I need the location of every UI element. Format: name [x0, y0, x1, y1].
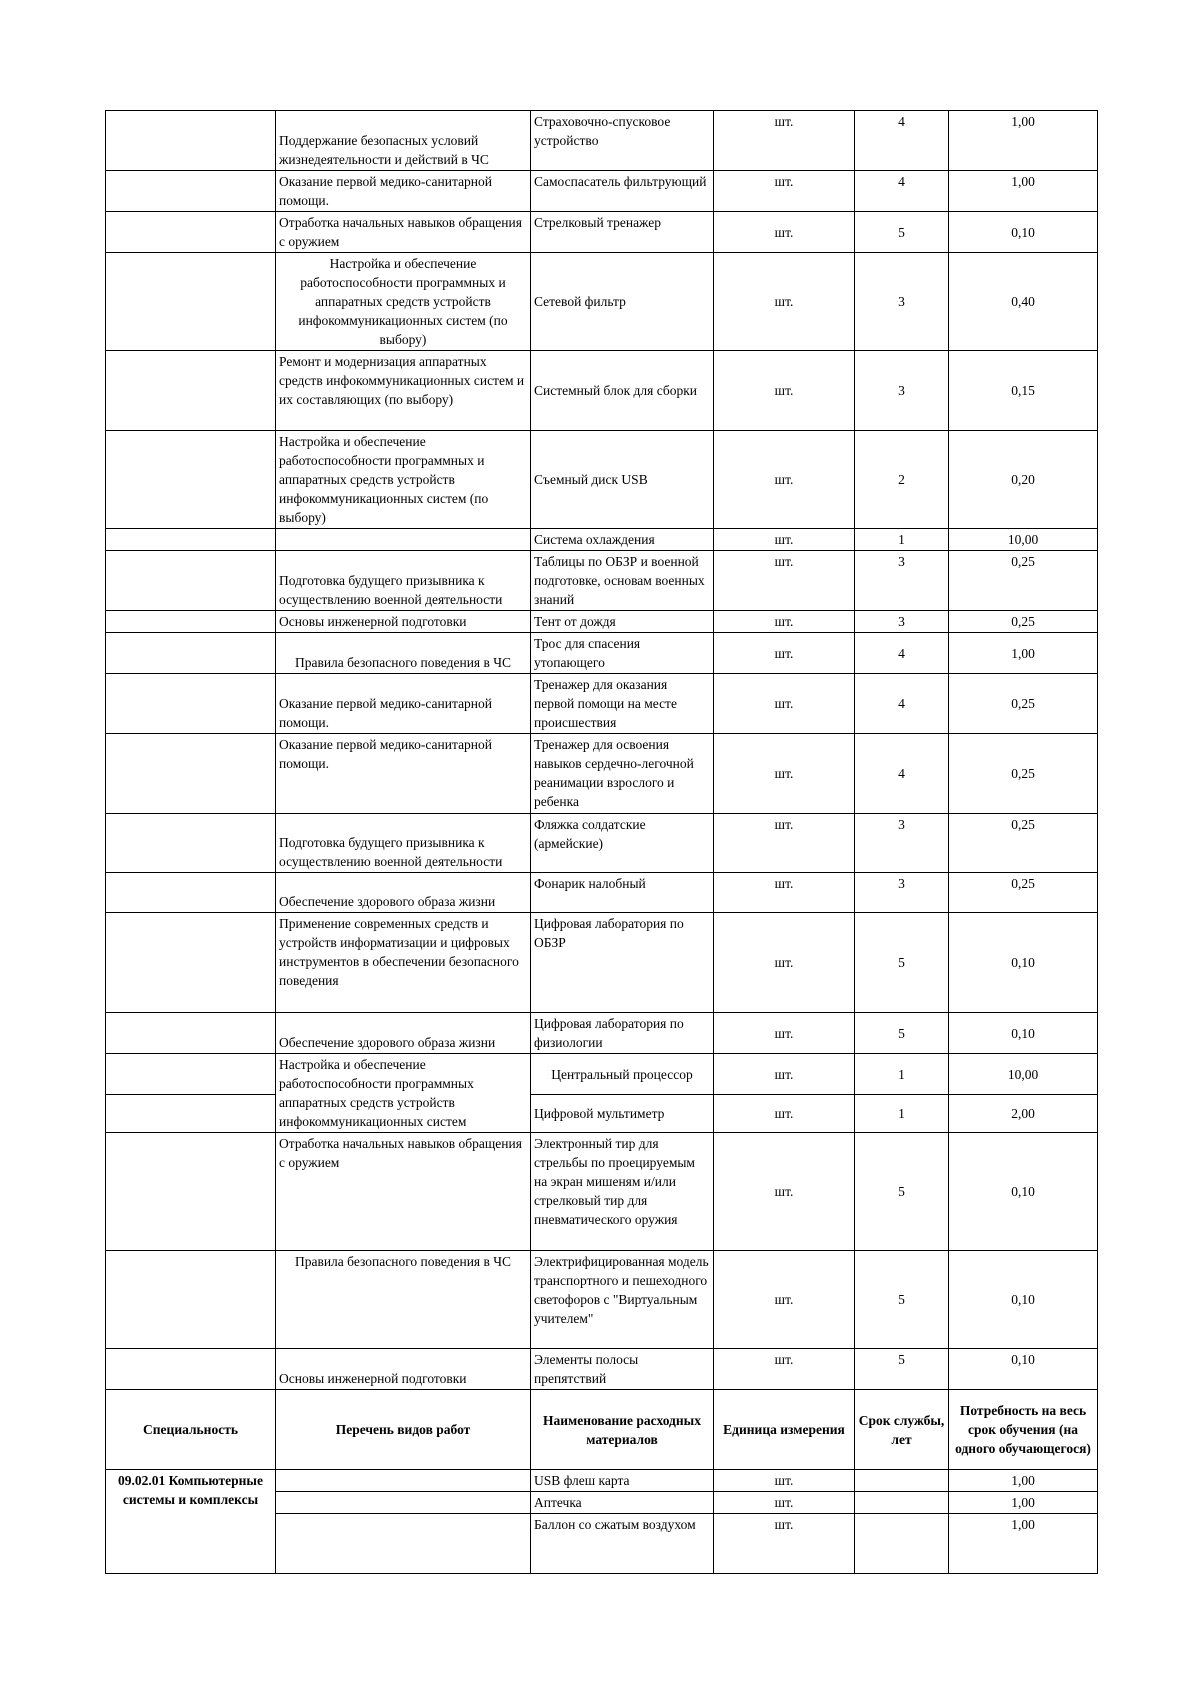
work-cell: Основы инженерной подготовки: [276, 1349, 531, 1390]
specialty-name: 09.02.01 Компьютерные системы и комплексы: [106, 1470, 276, 1574]
need-cell: 0,25: [949, 551, 1098, 611]
unit-cell: шт.: [714, 529, 855, 551]
material-cell: Системный блок для сборки: [531, 351, 714, 431]
specialty-cell: [106, 1349, 276, 1390]
service-cell: 5: [855, 212, 949, 253]
material-cell: Сетевой фильтр: [531, 253, 714, 351]
work-cell: [276, 529, 531, 551]
specialty-cell: [106, 551, 276, 611]
service-cell: 5: [855, 1251, 949, 1349]
unit-cell: шт.: [714, 633, 855, 674]
material-cell: Трос для спасения утопающего: [531, 633, 714, 674]
table-row: [106, 212, 1098, 253]
specialty-cell: [106, 171, 276, 212]
material-cell: Цифровая лаборатория по физиологии: [531, 1013, 714, 1054]
material-cell: Фонарик налобный: [531, 873, 714, 913]
specialty-cell: [106, 633, 276, 674]
work-cell: [276, 1492, 531, 1514]
specialty-cell: [106, 529, 276, 551]
table-row: [106, 551, 1098, 611]
unit-cell: шт.: [714, 1095, 855, 1133]
need-cell: 1,00: [949, 111, 1098, 171]
work-cell: Отработка начальных навыков обращения с оружием: [276, 212, 531, 253]
table-row: [106, 1133, 1098, 1251]
work-cell: Применение современных средств и устройств информатизации и цифровых инструментов в обеспечении безопасного поведения: [276, 913, 531, 1013]
unit-cell: шт.: [714, 111, 855, 171]
specialty-cell: [106, 253, 276, 351]
table-row: [106, 873, 1098, 913]
need-cell: 1,00: [949, 1514, 1098, 1574]
service-cell: 3: [855, 253, 949, 351]
work-cell: Поддержание безопасных условий жизнедеятельности и действий в ЧС: [276, 111, 531, 171]
table-row: [106, 171, 1098, 212]
service-cell: 3: [855, 814, 949, 873]
service-cell: 5: [855, 1133, 949, 1251]
work-cell: Настройка и обеспечение работоспособности программных и аппаратных средств устройств инфокоммуникационных систем (по выбору): [276, 431, 531, 529]
table-row: [106, 1470, 1098, 1492]
specialty-cell: [106, 111, 276, 171]
work-cell: Оказание первой медико-санитарной помощи.: [276, 734, 531, 814]
table-row: [106, 253, 1098, 351]
service-cell: 1: [855, 529, 949, 551]
unit-cell: шт.: [714, 212, 855, 253]
specialty-cell: [106, 1251, 276, 1349]
unit-cell: шт.: [714, 1514, 855, 1574]
material-cell: Элементы полосы препятствий: [531, 1349, 714, 1390]
material-cell: Таблицы по ОБЗР и военной подготовке, основам военных знаний: [531, 551, 714, 611]
material-cell: Электронный тир для стрельбы по проецируемым на экран мишеням и/или стрелковый тир для пневматического оружия: [531, 1133, 714, 1251]
need-cell: 0,40: [949, 253, 1098, 351]
unit-cell: шт.: [714, 551, 855, 611]
specialty-cell: [106, 611, 276, 633]
material-cell: USB флеш карта: [531, 1470, 714, 1492]
need-cell: 0,10: [949, 913, 1098, 1013]
service-cell: 1: [855, 1095, 949, 1133]
specialty-cell: [106, 734, 276, 814]
table-row: [106, 529, 1098, 551]
material-cell: Баллон со сжатым воздухом: [531, 1514, 714, 1574]
need-cell: 0,10: [949, 212, 1098, 253]
header-specialty: Специальность: [106, 1390, 276, 1470]
specialty-cell: [106, 351, 276, 431]
need-cell: 1,00: [949, 171, 1098, 212]
need-cell: 0,10: [949, 1349, 1098, 1390]
table-row: [106, 1054, 1098, 1095]
material-cell: Система охлаждения: [531, 529, 714, 551]
table-row: [106, 431, 1098, 529]
need-cell: 2,00: [949, 1095, 1098, 1133]
work-cell: [276, 1470, 531, 1492]
material-cell: Самоспасатель фильтрующий: [531, 171, 714, 212]
specialty-cell: [106, 913, 276, 1013]
service-cell: 2: [855, 431, 949, 529]
table-row: [106, 111, 1098, 171]
unit-cell: шт.: [714, 734, 855, 814]
table-row: [106, 913, 1098, 1013]
specialty-cell: [106, 1095, 276, 1133]
unit-cell: шт.: [714, 431, 855, 529]
work-cell: Настройка и обеспечение работоспособности программных аппаратных средств устройств инфокоммуникационных систем: [276, 1054, 531, 1133]
header-service-life: Срок службы, лет: [855, 1390, 949, 1470]
service-cell: 4: [855, 734, 949, 814]
need-cell: 0,25: [949, 734, 1098, 814]
specialty-cell: [106, 1054, 276, 1095]
specialty-cell: [106, 1133, 276, 1251]
material-cell: Аптечка: [531, 1492, 714, 1514]
material-cell: Электрифицированная модель транспортного и пешеходного светофоров с "Виртуальным учителем": [531, 1251, 714, 1349]
unit-cell: шт.: [714, 1251, 855, 1349]
table-row: [106, 1251, 1098, 1349]
table-row: [106, 1013, 1098, 1054]
header-unit: Единица измерения: [714, 1390, 855, 1470]
need-cell: 0,25: [949, 873, 1098, 913]
material-cell: Цифровая лаборатория по ОБЗР: [531, 913, 714, 1013]
table-row: [106, 1349, 1098, 1390]
specialty-cell: [106, 873, 276, 913]
table-row: [106, 814, 1098, 873]
need-cell: 1,00: [949, 1470, 1098, 1492]
work-cell: Обеспечение здорового образа жизни: [276, 873, 531, 913]
unit-cell: шт.: [714, 1013, 855, 1054]
unit-cell: шт.: [714, 1349, 855, 1390]
unit-cell: шт.: [714, 1133, 855, 1251]
unit-cell: шт.: [714, 611, 855, 633]
work-cell: Отработка начальных навыков обращения с оружием: [276, 1133, 531, 1251]
service-cell: 3: [855, 351, 949, 431]
service-cell: 5: [855, 1013, 949, 1054]
specialty-cell: [106, 212, 276, 253]
material-cell: Тент от дождя: [531, 611, 714, 633]
work-cell: Правила безопасного поведения в ЧС: [276, 633, 531, 674]
need-cell: 0,10: [949, 1133, 1098, 1251]
unit-cell: шт.: [714, 1492, 855, 1514]
work-cell: Ремонт и модернизация аппаратных средств инфокоммуникационных систем и их составляющих (по выбору): [276, 351, 531, 431]
unit-cell: шт.: [714, 814, 855, 873]
material-cell: Стрелковый тренажер: [531, 212, 714, 253]
table-row: [106, 611, 1098, 633]
unit-cell: шт.: [714, 873, 855, 913]
unit-cell: шт.: [714, 1054, 855, 1095]
material-cell: Тренажер для оказания первой помощи на месте происшествия: [531, 674, 714, 734]
document-sheet: [105, 110, 1097, 1574]
service-cell: [855, 1514, 949, 1574]
header-works: Перечень видов работ: [276, 1390, 531, 1470]
work-cell: Правила безопасного поведения в ЧС: [276, 1251, 531, 1349]
need-cell: 0,25: [949, 814, 1098, 873]
material-cell: Тренажер для освоения навыков сердечно-легочной реанимации взрослого и ребенка: [531, 734, 714, 814]
service-cell: 3: [855, 611, 949, 633]
service-cell: 3: [855, 551, 949, 611]
table-header-row: [106, 1390, 1098, 1470]
unit-cell: шт.: [714, 351, 855, 431]
work-cell: Настройка и обеспечение работоспособности программных и аппаратных средств устройств инфокоммуникационных систем (по выбору): [276, 253, 531, 351]
work-cell: Подготовка будущего призывника к осуществлению военной деятельности: [276, 551, 531, 611]
specialty-cell: [106, 431, 276, 529]
service-cell: [855, 1492, 949, 1514]
need-cell: 1,00: [949, 1492, 1098, 1514]
table-row: [106, 674, 1098, 734]
work-cell: Основы инженерной подготовки: [276, 611, 531, 633]
table-row: [106, 633, 1098, 674]
service-cell: 4: [855, 633, 949, 674]
service-cell: 3: [855, 873, 949, 913]
need-cell: 1,00: [949, 633, 1098, 674]
table-row: [106, 351, 1098, 431]
unit-cell: шт.: [714, 674, 855, 734]
unit-cell: шт.: [714, 913, 855, 1013]
table-row: [106, 1095, 1098, 1133]
need-cell: 0,25: [949, 674, 1098, 734]
material-cell: Цифровой мультиметр: [531, 1095, 714, 1133]
need-cell: 0,10: [949, 1251, 1098, 1349]
service-cell: 4: [855, 674, 949, 734]
need-cell: 0,15: [949, 351, 1098, 431]
header-need: Потребность на весь срок обучения (на одного обучающегося): [949, 1390, 1098, 1470]
need-cell: 10,00: [949, 1054, 1098, 1095]
service-cell: 4: [855, 171, 949, 212]
table-row: [106, 734, 1098, 814]
material-cell: Съемный диск USB: [531, 431, 714, 529]
unit-cell: шт.: [714, 171, 855, 212]
work-cell: Оказание первой медико-санитарной помощи.: [276, 171, 531, 212]
material-cell: Страховочно-спусковое устройство: [531, 111, 714, 171]
service-cell: 5: [855, 913, 949, 1013]
need-cell: 10,00: [949, 529, 1098, 551]
material-cell: Фляжка солдатские (армейские): [531, 814, 714, 873]
specialty-cell: [106, 814, 276, 873]
header-material: Наименование расходных материалов: [531, 1390, 714, 1470]
work-cell: [276, 1514, 531, 1574]
work-cell: Обеспечение здорового образа жизни: [276, 1013, 531, 1054]
need-cell: 0,10: [949, 1013, 1098, 1054]
need-cell: 0,20: [949, 431, 1098, 529]
specialty-cell: [106, 1013, 276, 1054]
unit-cell: шт.: [714, 253, 855, 351]
unit-cell: шт.: [714, 1470, 855, 1492]
specialty-cell: [106, 674, 276, 734]
work-cell: Оказание первой медико-санитарной помощи.: [276, 674, 531, 734]
service-cell: [855, 1470, 949, 1492]
work-cell: Подготовка будущего призывника к осуществлению военной деятельности: [276, 814, 531, 873]
material-cell: Центральный процессор: [531, 1054, 714, 1095]
service-cell: 4: [855, 111, 949, 171]
need-cell: 0,25: [949, 611, 1098, 633]
materials-table: [105, 110, 1098, 1574]
service-cell: 1: [855, 1054, 949, 1095]
service-cell: 5: [855, 1349, 949, 1390]
